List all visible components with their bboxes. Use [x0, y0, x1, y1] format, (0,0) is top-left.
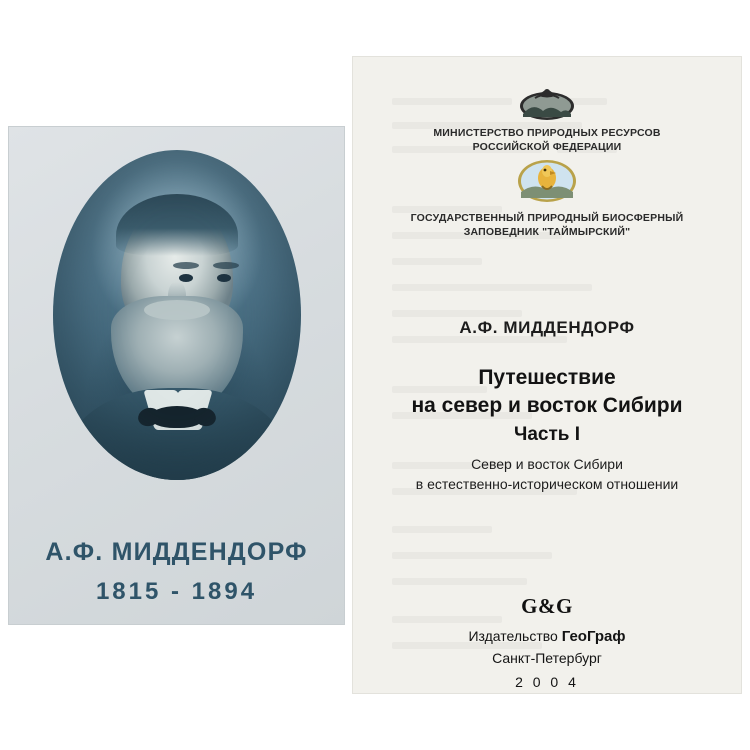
- ministry-line-1: МИНИСТЕРСТВО ПРИРОДНЫХ РЕСУРСОВ: [433, 127, 661, 139]
- portrait-mustache: [144, 300, 210, 320]
- portrait-eye-left: [179, 274, 193, 282]
- book-title-line-2: на север и восток Сибири: [411, 394, 683, 418]
- portrait-eye-right: [217, 274, 231, 282]
- portrait-years-caption: 1815 - 1894: [95, 578, 258, 605]
- book-subtitle-line-2: в естественно-историческом отношении: [415, 476, 679, 493]
- book-title-line-1: Путешествие: [478, 366, 616, 389]
- reserve-emblem-icon: [516, 158, 578, 204]
- ministry-emblem-icon: [517, 84, 577, 122]
- title-page: [352, 56, 742, 694]
- publisher-name: ГеоГраф: [561, 628, 626, 645]
- portrait-hair: [116, 194, 238, 256]
- ministry-line-2: РОССИЙСКОЙ ФЕДЕРАЦИИ: [472, 141, 622, 154]
- book-subtitle: [352, 454, 742, 495]
- portrait-photo-icon: [53, 150, 301, 480]
- portrait-name-caption: А.Ф. МИДДЕНДОРФ: [45, 538, 308, 566]
- publisher-city: Санкт-Петербург: [492, 650, 602, 666]
- book-title: [352, 364, 742, 421]
- reserve-line-1: ГОСУДАРСТВЕННЫЙ ПРИРОДНЫЙ БИОСФЕРНЫЙ: [410, 212, 684, 224]
- portrait-bowtie: [150, 406, 204, 428]
- portrait-brow-left: [173, 262, 199, 269]
- book-part: Часть I: [513, 424, 581, 445]
- publisher-logo: G&G: [521, 594, 573, 618]
- reserve-line-2: ЗАПОВЕДНИК "ТАЙМЫРСКИЙ": [463, 226, 631, 239]
- portrait-brow-right: [213, 262, 239, 269]
- reserve-name: [352, 211, 742, 239]
- book-author: А.Ф. МИДДЕНДОРФ: [459, 318, 635, 337]
- publisher-prefix: Издательство: [468, 628, 562, 644]
- book-subtitle-line-1: Север и восток Сибири: [471, 456, 623, 472]
- publisher-line: [352, 628, 742, 645]
- portrait-plate: [8, 126, 345, 625]
- portrait-frame: [53, 150, 301, 480]
- publication-year: 2 0 0 4: [515, 674, 579, 690]
- ministry-name: [352, 126, 742, 154]
